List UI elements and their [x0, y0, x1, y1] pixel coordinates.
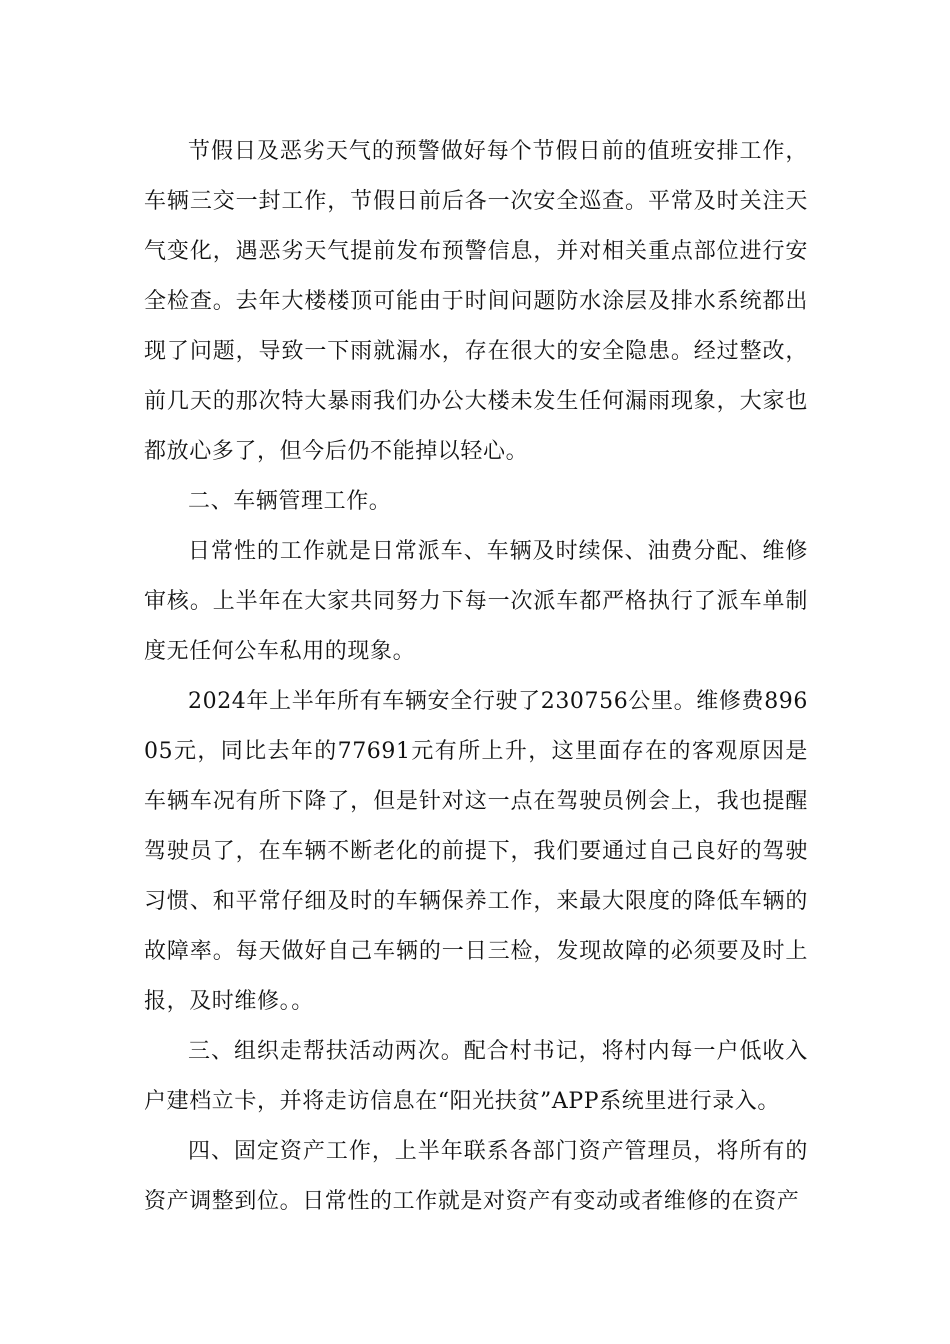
paragraph-holiday-weather: 节假日及恶劣天气的预警做好每个节假日前的值班安排工作，车辆三交一封工作，节假日前后各一次安全巡查。平常及时关注天气变化，遇恶劣天气提前发布预警信息，并对相关重点部位进行安全检查。去年大楼楼顶可能由于时间问题防水涂层及排水系统都出现了问题，导致一下雨就漏水，存在很大的安全隐患。经过整改，前几天的那次特大暴雨我们办公大楼未发生任何漏雨现象，大家也都放心多了，但今后仍不能掉以轻心。 [144, 139, 808, 464]
paragraph-fixed-assets: 四、固定资产工作，上半年联系各部门资产管理员，将所有的资产调整到位。日常性的工作就是对资产有变动或者维修的在资产 [144, 1139, 808, 1214]
paragraph-poverty-assistance: 三、组织走帮扶活动两次。配合村书记，将村内每一户低收入户建档立卡，并将走访信息在“阳光扶贫”APP系统里进行录入。 [144, 1039, 808, 1114]
heading-vehicle-management: 二、车辆管理工作。 [188, 489, 392, 514]
document-body [144, 127, 808, 1227]
paragraph-mileage-repair: 2024年上半年所有车辆安全行驶了230756公里。维修费89605元，同比去年的77691元有所上升，这里面存在的客观原因是车辆车况有所下降了，但是针对这一点在驾驶员例会上，我也提醒驾驶员了，在车辆不断老化的前提下，我们要通过自己良好的驾驶习惯、和平常仔细及时的车辆保养工作，来最大限度的降低车辆的故障率。每天做好自己车辆的一日三检，发现故障的必须要及时上报，及时维修。。 [144, 689, 808, 1014]
paragraph-daily-dispatch: 日常性的工作就是日常派车、车辆及时续保、油费分配、维修审核。上半年在大家共同努力下每一次派车都严格执行了派车单制度无任何公车私用的现象。 [144, 539, 808, 664]
